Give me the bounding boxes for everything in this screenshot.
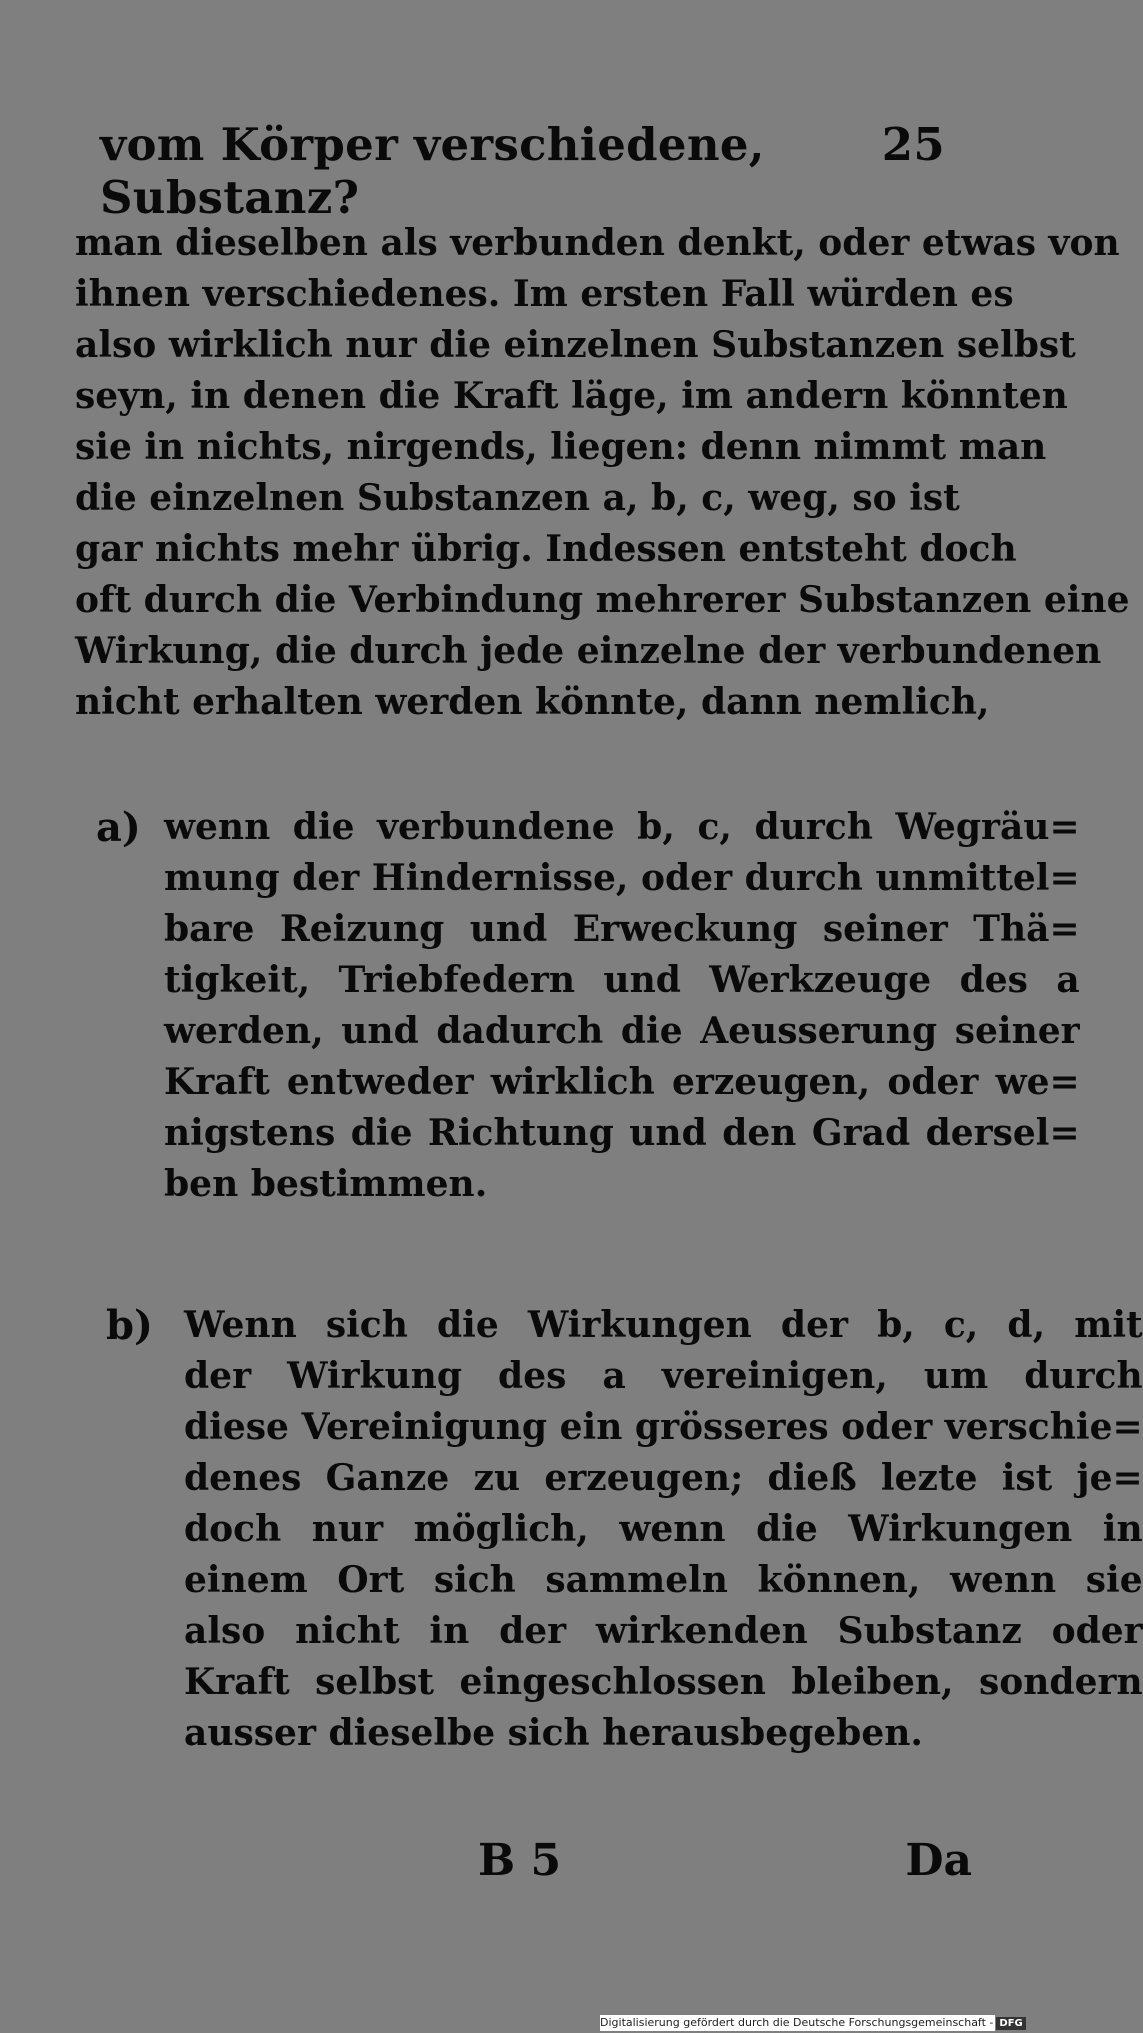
list-line: ben bestimmen. [164,1163,488,1205]
list-line: Kraft entweder wirklich erzeugen, oder we= [164,1061,1080,1103]
paragraph-line: gar nichts mehr übrig. Indessen entsteht doch [75,528,1017,570]
paragraph-line: nicht erhalten werden könnte, dann nemlich, [75,681,990,723]
list-item-a [96,802,1080,1210]
list-line: bare Reizung und Erweckung seiner Thä= [164,908,1080,950]
dfg-logo: DFG [996,2017,1025,2030]
page-footer [0,1835,1000,1895]
page-number: 25 [881,118,945,171]
credit-text: Digitalisierung gefördert durch die Deutsche Forschungsgemeinschaft - [600,2016,994,2029]
paragraph-line: die einzelnen Substanzen a, b, c, weg, so ist [75,477,960,519]
list-line: werden, und dadurch die Aeusserung seiner [164,1010,1080,1052]
list-line: einem Ort sich sammeln können, wenn sie [184,1559,1143,1601]
list-line: also nicht in der wirkenden Substanz oder [184,1610,1143,1652]
list-line: der Wirkung des a vereinigen, um durch [184,1355,1143,1397]
catchword: Da [905,1835,972,1886]
signature-mark: B 5 [478,1835,562,1886]
list-line: Wenn sich die Wirkungen der b, c, d, mit [184,1304,1143,1346]
list-line: mung der Hindernisse, oder durch unmittel= [164,857,1080,899]
list-marker: b) [106,1302,153,1349]
list-line: ausser dieselbe sich herausbegeben. [184,1712,923,1754]
list-line: nigstens die Richtung und den Grad dersel= [164,1112,1080,1154]
paragraph-line: sie in nichts, nirgends, liegen: denn nimmt man [75,426,1047,468]
digitization-credit [600,2015,1023,2031]
list-marker: a) [96,804,141,851]
main-paragraph [75,218,1130,728]
paragraph-line: Wirkung, die durch jede einzelne der verbundenen [75,630,1102,672]
list-line: tigkeit, Triebfedern und Werkzeuge des a [164,959,1080,1001]
paragraph-line: oft durch die Verbindung mehrerer Substanzen eine [75,579,1130,621]
running-head-title: vom Körper verschiedene, Substanz? [100,118,765,224]
paragraph-line: man dieselben als verbunden denkt, oder etwas von [75,222,1120,264]
paragraph-line: ihnen verschiedenes. Im ersten Fall würden es [75,273,1014,315]
list-line: doch nur möglich, wenn die Wirkungen in [184,1508,1143,1550]
running-head [100,118,945,224]
list-line: diese Vereinigung ein grösseres oder verschie= [184,1406,1143,1448]
list-line: denes Ganze zu erzeugen; dieß lezte ist je= [184,1457,1143,1499]
list-line: Kraft selbst eingeschlossen bleiben, sondern [184,1661,1143,1703]
paragraph-line: seyn, in denen die Kraft läge, im andern könnten [75,375,1068,417]
list-item-b [106,1300,1143,1759]
list-line: wenn die verbundene b, c, durch Wegräu= [164,806,1080,848]
paragraph-line: also wirklich nur die einzelnen Substanzen selbst [75,324,1076,366]
